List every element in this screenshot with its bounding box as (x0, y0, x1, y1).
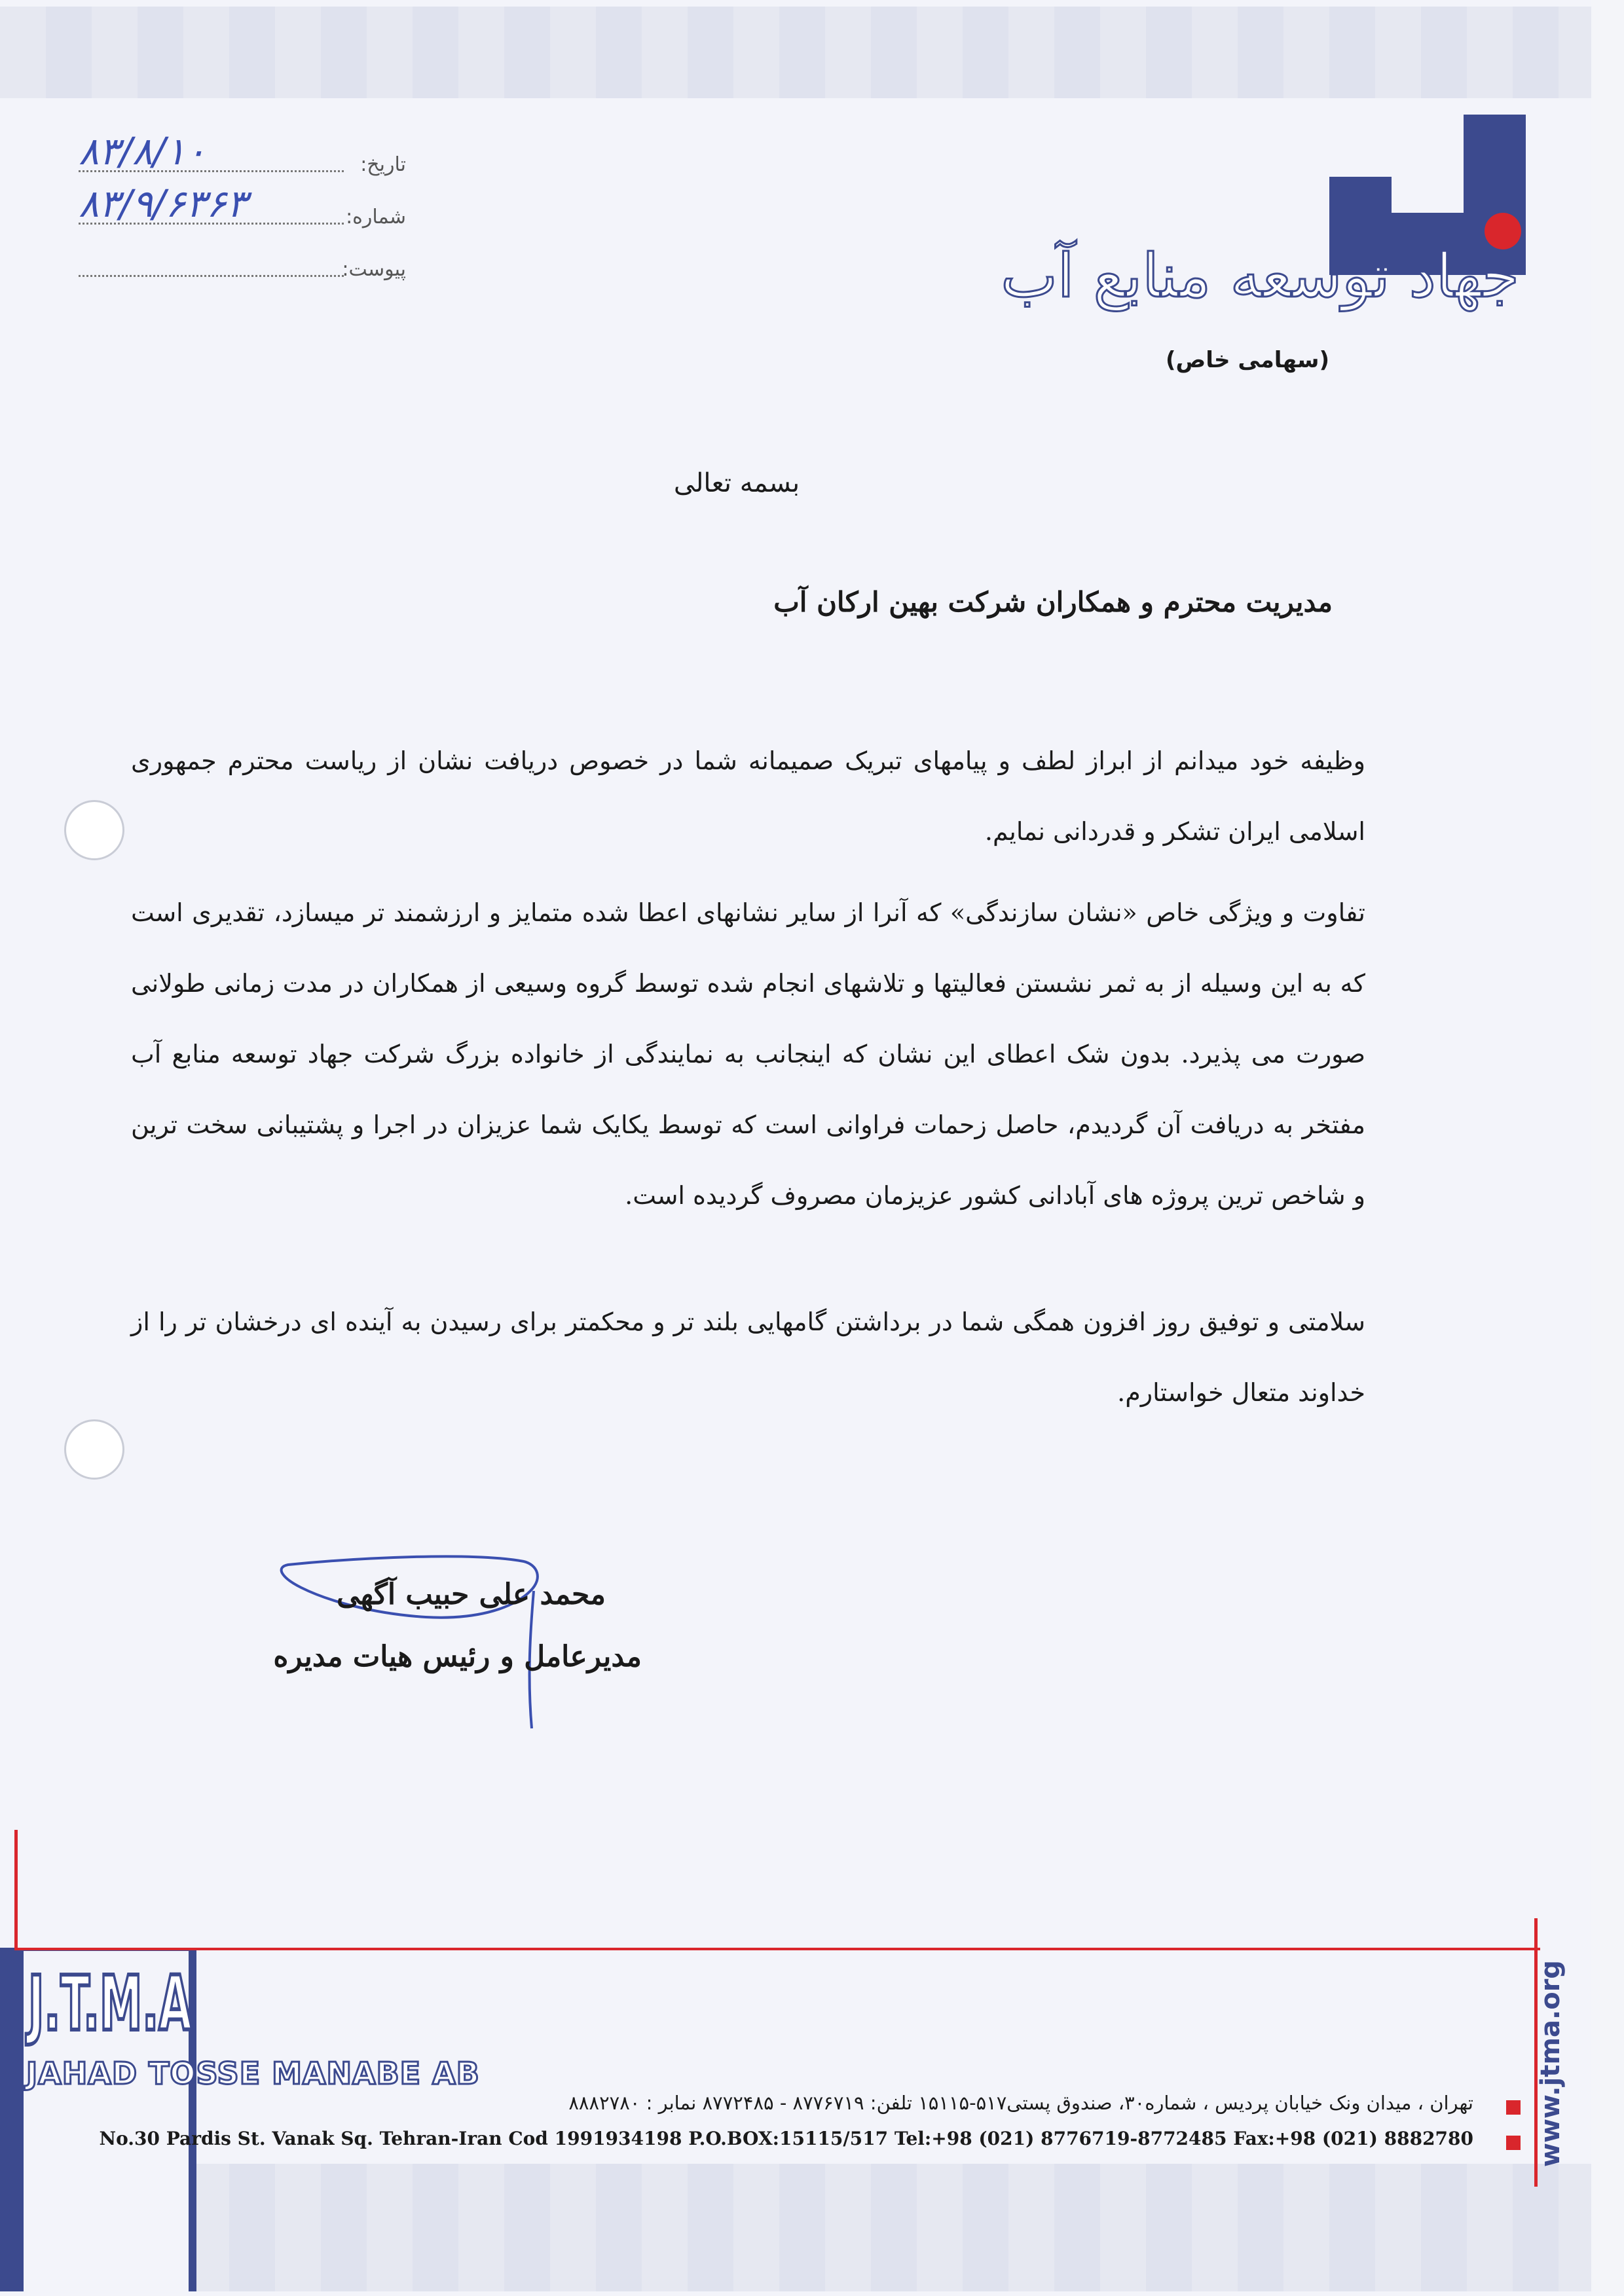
footer-red-rule-horizontal (14, 1948, 1540, 1950)
footer-logo-text: JAHAD TOSSE MANABE AB (26, 2056, 480, 2091)
attachment-row (79, 246, 406, 285)
paragraph-1: وظیفه خود میدانم از ابراز لطف و پیامهای تبریک صمیمانه شما در خصوص دریافت نشان از ریاست محترم جمهوری اسلامی ایران تشکر و قدردانی نمایم. (131, 746, 1365, 846)
bullet-fa (1506, 2100, 1521, 2115)
organization-name: جهاد توسعه منابع آب (1001, 241, 1519, 311)
bullet-en (1506, 2136, 1521, 2150)
signatory-title: مدیرعامل و رئیس هیات مدیره (273, 1640, 642, 1673)
date-row (79, 129, 406, 180)
organization-type: (سهامی خاص) (1165, 347, 1329, 373)
address-english: No.30 Pardis St. Vanak Sq. Tehran-Iran Cod 1991934198 P.O.BOX:15115/517 Tel:+98 (021) 8776719-8772485 Fax:+98 (021) 8882780 (99, 2128, 1473, 2149)
bottom-pattern-band (0, 2164, 1591, 2291)
binder-hole-bottom (64, 1419, 124, 1480)
invocation: بسمه تعالی (673, 468, 800, 498)
address-persian: تهران ، میدان ونک خیابان پردیس ، شماره۳۰، صندوق پستی۵۱۷-۱۵۱۱۵ تلفن: ۸۷۷۶۷۱۹ - ۸۷۷۲۴۸۵ نمابر : ۸۸۸۲۷۸۰ (568, 2092, 1473, 2114)
jtma-footer-logo-icon (25, 1958, 195, 2048)
website-link[interactable] (1536, 1959, 1575, 2167)
binder-hole-top (64, 800, 124, 860)
date-line (79, 170, 344, 172)
salutation: مدیریت محترم و همکاران شرکت بهین ارکان آب (773, 586, 1333, 618)
jtma-logo-mark: J.T.M.A (26, 1960, 193, 2048)
number-label: شماره: (346, 206, 406, 228)
website-text[interactable]: www.jtma.org (1536, 1959, 1566, 2167)
number-row (79, 181, 406, 232)
number-line (79, 223, 344, 225)
signatory-name: محمد علی حبیب آگهی (336, 1578, 606, 1611)
attachment-label: پیوست: (342, 258, 406, 281)
attachment-line (79, 275, 344, 277)
number-value: ۸۳/۹/۶۳۶۳ (79, 181, 248, 226)
date-value: ۸۳/۸/۱۰ (79, 129, 206, 173)
paragraph-2: تفاوت و ویژگی خاص «نشان سازندگی» که آنرا از سایر نشانهای اعطا شده متمایز و ارزشمند تر میسازد، تقدیری است که به این وسیله از به ثمر نشستن فعالیتها و تلاشهای انجام شده توسط گروه وسیعی از همکاران در مدت زمانی طولانی صورت می پذیرد. بدون شک اعطای این نشان که اینجانب به نمایندگی از خانواده بزرگ شرکت جهاد توسعه منابع آب مفتخر به دریافت آن گردیدم، حاصل زحمات فراوانی است که توسط یکایک شما عزیزان در اجرا و پشتیبانی سخت ترین و شاخص ترین پروژه های آبادانی کشور عزیزمان مصروف گردیده است. (131, 898, 1365, 1210)
top-pattern-band (0, 7, 1591, 98)
paragraph-3: سلامتی و توفیق روز افزون همگی شما در برداشتن گامهایی بلند تر و محکمتر برای رسیدن به آینده ای درخشان تر را از خداوند متعال خواستارم. (131, 1307, 1365, 1407)
date-label: تاریخ: (360, 153, 406, 176)
